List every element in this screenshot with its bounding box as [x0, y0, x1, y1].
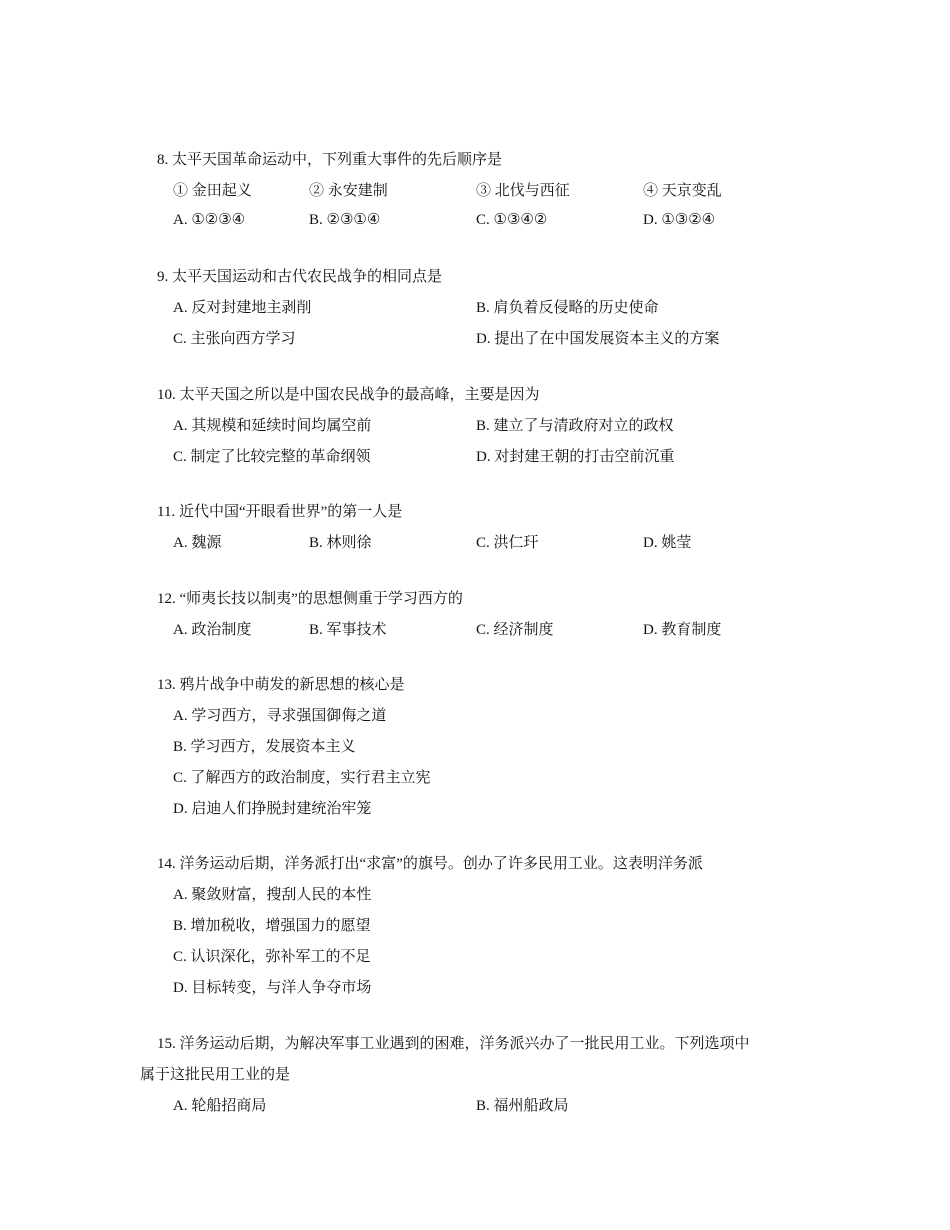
- event-item: ③ 北伐与西征: [476, 183, 570, 199]
- option-b: B. 林则徐: [309, 535, 372, 551]
- option-a: A. ①②③④: [173, 212, 246, 228]
- question-stem: 14. 洋务运动后期，洋务派打出“求富”的旗号。创办了许多民用工业。这表明洋务派: [157, 856, 703, 872]
- option-d: D. 启迪人们挣脱封建统治牢笼: [173, 801, 372, 817]
- question-stem: 13. 鸦片战争中萌发的新思想的核心是: [157, 677, 405, 693]
- option-a: A. 轮船招商局: [173, 1098, 267, 1114]
- option-d: D. 教育制度: [643, 622, 722, 638]
- event-item: ① 金田起义: [173, 183, 252, 199]
- option-b: B. 增加税收，增强国力的愿望: [173, 918, 371, 934]
- option-c: C. 了解西方的政治制度，实行君主立宪: [173, 770, 431, 786]
- option-d: D. 对封建王朝的打击空前沉重: [476, 449, 675, 465]
- question-stem: 12. “师夷长技以制夷”的思想侧重于学习西方的: [157, 591, 463, 607]
- question-stem: 11. 近代中国“开眼看世界”的第一人是: [157, 504, 403, 520]
- question-stem-line-1: 15. 洋务运动后期，为解决军事工业遇到的困难，洋务派兴办了一批民用工业。下列选项中: [157, 1036, 750, 1052]
- event-item: ② 永安建制: [309, 183, 388, 199]
- option-d: D. 提出了在中国发展资本主义的方案: [476, 331, 720, 347]
- question-stem: 10. 太平天国之所以是中国农民战争的最高峰，主要是因为: [157, 387, 540, 403]
- option-a: A. 魏源: [173, 535, 222, 551]
- option-c: C. 主张向西方学习: [173, 331, 296, 347]
- option-c: C. 经济制度: [476, 622, 554, 638]
- option-b: B. ②③①④: [309, 212, 381, 228]
- option-b: B. 军事技术: [309, 622, 387, 638]
- option-b: B. 建立了与清政府对立的政权: [476, 418, 674, 434]
- option-d: D. 目标转变，与洋人争夺市场: [173, 980, 372, 996]
- event-item: ④ 天京变乱: [643, 183, 722, 199]
- option-b: B. 肩负着反侵略的历史使命: [476, 300, 659, 316]
- option-d: D. ①③②④: [643, 212, 716, 228]
- option-d: D. 姚莹: [643, 535, 692, 551]
- option-a: A. 学习西方，寻求强国御侮之道: [173, 708, 387, 724]
- question-stem: 9. 太平天国运动和古代农民战争的相同点是: [157, 269, 443, 285]
- option-c: C. 制定了比较完整的革命纲领: [173, 449, 371, 465]
- option-c: C. ①③④②: [476, 212, 548, 228]
- option-a: A. 政治制度: [173, 622, 252, 638]
- option-b: B. 学习西方，发展资本主义: [173, 739, 356, 755]
- option-c: C. 洪仁玕: [476, 535, 539, 551]
- option-b: B. 福州船政局: [476, 1098, 569, 1114]
- question-stem-line-2: 属于这批民用工业的是: [140, 1067, 291, 1083]
- option-a: A. 聚敛财富，搜刮人民的本性: [173, 887, 372, 903]
- question-stem: 8. 太平天国革命运动中，下列重大事件的先后顺序是: [157, 152, 503, 168]
- option-a: A. 其规模和延续时间均属空前: [173, 418, 372, 434]
- option-c: C. 认识深化，弥补军工的不足: [173, 949, 371, 965]
- option-a: A. 反对封建地主剥削: [173, 300, 312, 316]
